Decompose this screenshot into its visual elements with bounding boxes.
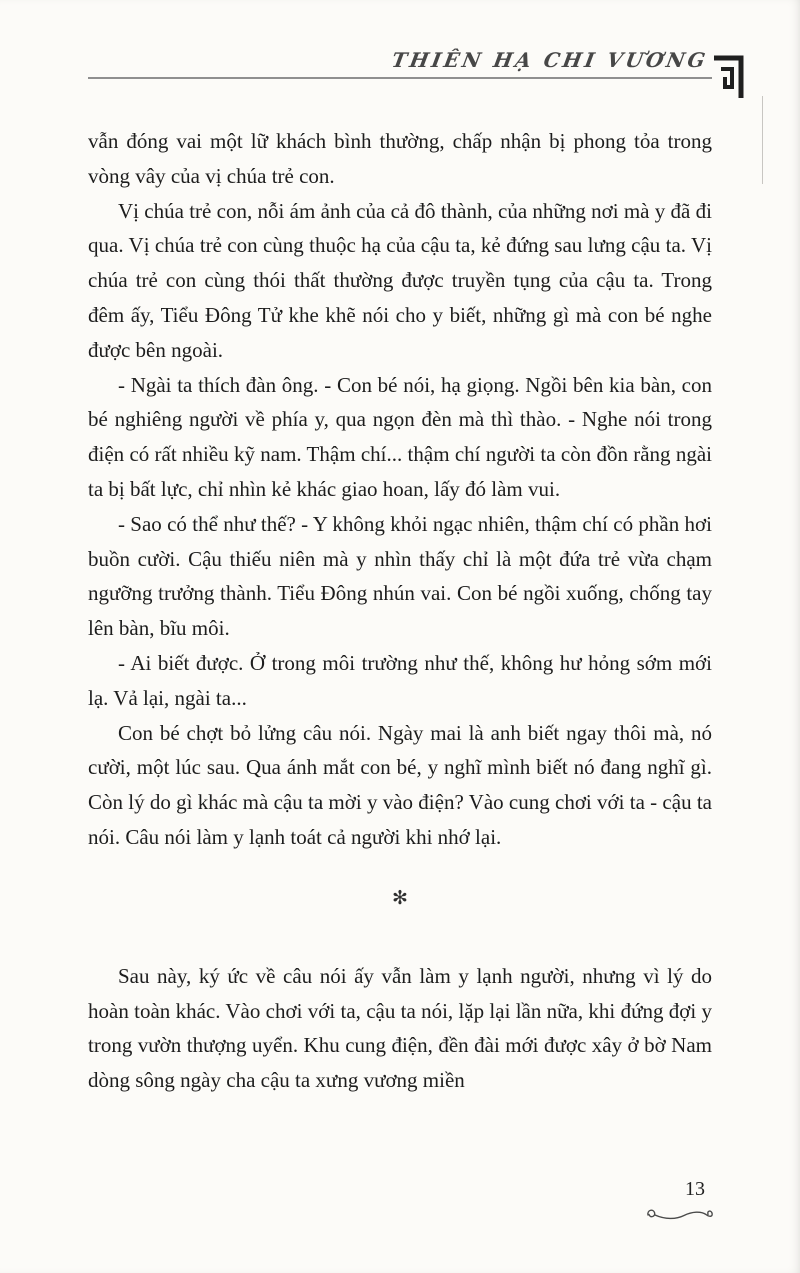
paragraph: vẫn đóng vai một lữ khách bình thường, chấp nhận bị phong tỏa trong vòng vây của vị chúa trẻ con. [88, 129, 712, 188]
paragraph: Vị chúa trẻ con, nỗi ám ảnh của cả đô thành, của những nơi mà y đã đi qua. Vị chúa trẻ con cùng thuộc hạ của cậu ta, kẻ đứng sau lưng cậu ta. Vị chúa trẻ con cùng thói thất thường được truyền tụng của cậu ta. Trong đêm ấy, Tiểu Đông Tử khe khẽ nói cho y biết, những gì mà con bé nghe được bên ngoài. [88, 198, 712, 362]
section-divider-ornament: ✻ [392, 886, 408, 909]
paragraph: Con bé chợt bỏ lửng câu nói. Ngày mai là anh biết ngay thôi mà, nó cười, một lúc sau. Qua ánh mắt con bé, y nghĩ mình biết nó đang nghĩ gì. Còn lý do gì khác mà cậu ta mời y vào điện? Vào cung chơi với ta - cậu ta nói. Câu nói làm y lạnh toát cả người khi nhớ lại. [88, 720, 712, 849]
paragraph: - Ai biết được. Ở trong môi trường như thế, không hư hỏng sớm mới lạ. Vả lại, ngài ta... [88, 650, 712, 710]
page-number: 13 [685, 1178, 705, 1200]
paragraph: - Ngài ta thích đàn ông. - Con bé nói, hạ giọng. Ngồi bên kia bàn, con bé nghiêng người về phía y, qua ngọn đèn mà thì thào. - Nghe nói trong điện có rất nhiều kỹ nam. Thậm chí... thậm chí người ta còn đồn rằng ngài ta bị bất lực, chỉ nhìn kẻ khác giao hoan, lấy đó làm vui. [88, 372, 712, 501]
corner-ornament-icon [712, 54, 750, 102]
paragraph: Sau này, ký ức về câu nói ấy vẫn làm y lạnh người, nhưng vì lý do hoàn toàn khác. Vào chơi với ta, cậu ta nói, lặp lại lần nữa, khi đứng đợi y trong vườn thượng uyển. Khu cung điện, đền đài mới được xây ở bờ Nam dòng sông ngày cha cậu ta xưng vương miền [88, 963, 712, 1093]
running-title: THIÊN HẠ CHI VƯƠNG [390, 48, 711, 72]
header-rule [88, 77, 712, 79]
paragraph: - Sao có thể như thế? - Y không khỏi ngạc nhiên, thậm chí có phần hơi buồn cười. Cậu thiếu niên mà y nhìn thấy chỉ là một đứa trẻ vừa chạm ngưỡng trưởng thành. Tiểu Đông nhún vai. Con bé ngồi xuống, chống tay lên bàn, bĩu môi. [88, 511, 712, 641]
footer-flourish-icon [644, 1206, 716, 1224]
page-body [88, 124, 712, 1098]
page-edge-line [762, 96, 763, 184]
